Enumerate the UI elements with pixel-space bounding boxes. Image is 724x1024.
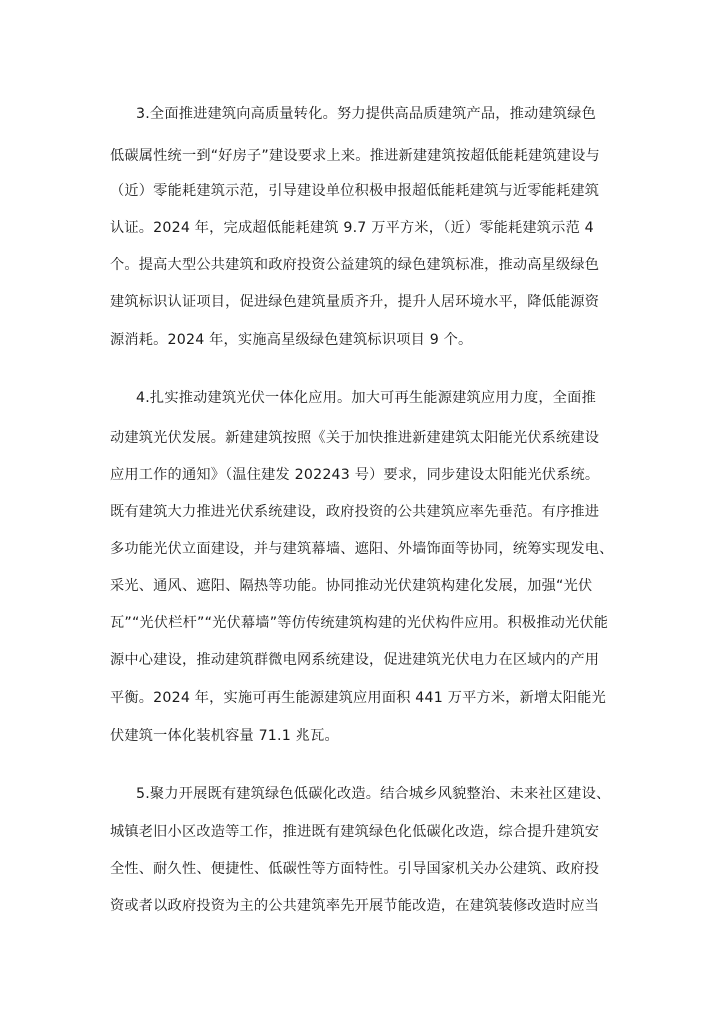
paragraph-line: 城镇老旧小区改造等工作，推进既有建筑绿色化低碳化改造，综合提升建筑安	[110, 824, 600, 840]
paragraph-line: 伏建筑一体化装机容量 71.1 兆瓦。	[110, 728, 339, 744]
paragraph-line: 动建筑光伏发展。新建建筑按照《关于加快推进新建建筑太阳能光伏系统建设	[110, 430, 600, 446]
section-5-heading-line: 5.聚力开展既有建筑绿色低碳化改造。结合城乡风貌整治、未来社区建设、	[136, 786, 611, 802]
paragraph-line: 个。提高大型公共建筑和政府投资公益建筑的绿色建筑标准，推动高星级绿色	[110, 257, 600, 273]
paragraph-line: 资或者以政府投资为主的公共建筑率先开展节能改造，在建筑装修改造时应当	[110, 898, 600, 914]
paragraph-line: 平衡。2024 年，实施可再生能源建筑应用面积 441 万平方米，新增太阳能光	[110, 690, 606, 706]
paragraph-line: 瓦”“光伏栏杆”“光伏幕墙”等仿传统建筑构建的光伏构件应用。积极推动光伏能	[110, 615, 609, 631]
section-4-heading-line: 4.扎实推动建筑光伏一体化应用。加大可再生能源建筑应用力度，全面推	[136, 390, 596, 406]
paragraph-line: 低碳属性统一到“好房子”建设要求上来。推进新建建筑按超低能耗建筑建设与	[110, 148, 600, 164]
paragraph-line: 全性、耐久性、便捷性、低碳性等方面特性。引导国家机关办公建筑、政府投	[110, 861, 600, 877]
paragraph-line: 多功能光伏立面建设，并与建筑幕墙、遮阳、外墙饰面等协同，统筹实现发电、	[110, 541, 614, 557]
paragraph-line: （近）零能耗建筑示范，引导建设单位积极申报超低能耗建筑与近零能耗建筑	[110, 183, 600, 199]
paragraph-line: 认证。2024 年，完成超低能耗建筑 9.7 万平方米，（近）零能耗建筑示范 4	[110, 220, 594, 236]
paragraph-line: 源消耗。2024 年，实施高星级绿色建筑标识项目 9 个。	[110, 332, 473, 348]
paragraph-line: 应用工作的通知》（温住建发 202243 号）要求，同步建设太阳能光伏系统。	[110, 467, 600, 483]
paragraph-line: 采光、通风、遮阳、隔热等功能。协同推动光伏建筑构建化发展，加强“光伏	[110, 578, 593, 594]
paragraph-line: 建筑标识认证项目，促进绿色建筑量质齐升，提升人居环境水平，降低能源资	[110, 294, 600, 310]
section-3-heading-line: 3.全面推进建筑向高质量转化。努力提供高品质建筑产品，推动建筑绿色	[136, 106, 596, 122]
paragraph-line: 源中心建设，推动建筑群微电网系统建设，促进建筑光伏电力在区域内的产用	[110, 652, 600, 668]
paragraph-line: 既有建筑大力推进光伏系统建设，政府投资的公共建筑应率先垂范。有序推进	[110, 504, 600, 520]
